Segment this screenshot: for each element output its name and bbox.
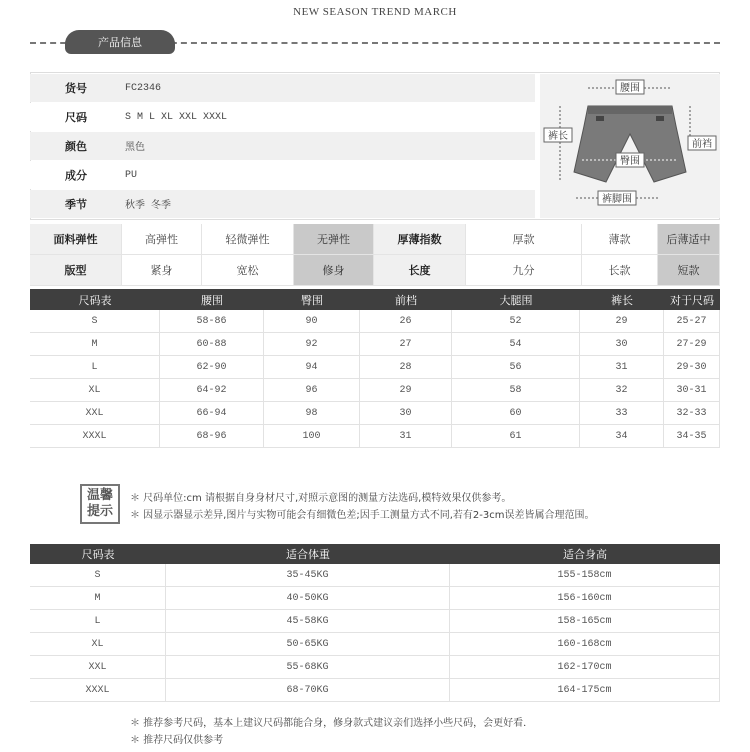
column-header: 臀围 [301, 293, 323, 307]
note-line-2: ＊ 推荐尺码仅供参考 [130, 735, 224, 746]
table-cell: 31 [360, 425, 452, 447]
attribute-label: 版型 [30, 255, 122, 286]
attribute-option: 宽松 [202, 255, 294, 286]
table-cell: M [30, 333, 160, 355]
info-row [30, 74, 535, 102]
table-cell: 32-33 [664, 402, 720, 424]
table-row [30, 425, 720, 448]
table-cell: XXXL [30, 425, 160, 447]
info-row [30, 190, 535, 218]
table-cell: 100 [264, 425, 360, 447]
table-cell: 68-70KG [166, 679, 450, 701]
table-row [30, 587, 720, 610]
table-cell: 92 [264, 333, 360, 355]
table-cell: S [30, 564, 166, 586]
attribute-label: 面料弹性 [30, 224, 122, 255]
table-cell: 50-65KG [166, 633, 450, 655]
table-row [30, 379, 720, 402]
table-cell: S [30, 310, 160, 332]
diagram-hip-label: 臀围 [620, 156, 640, 167]
table-cell: 155-158cm [450, 564, 720, 586]
table-cell: 56 [452, 356, 580, 378]
table-row [30, 564, 720, 587]
table-cell: 34 [580, 425, 664, 447]
table-cell: XXL [30, 656, 166, 678]
diagram-rise-label: 前裆 [692, 139, 712, 150]
table-cell: 98 [264, 402, 360, 424]
table-cell: 60-88 [160, 333, 264, 355]
attribute-option: 长款 [582, 255, 658, 286]
diagram-hem-label: 裤脚围 [602, 194, 632, 205]
column-header: 适合体重 [286, 548, 330, 561]
info-value: 黑色 [125, 143, 145, 154]
size-table [30, 289, 720, 449]
table-row [30, 656, 720, 679]
table-cell: 58-86 [160, 310, 264, 332]
info-row [30, 132, 535, 160]
table-cell: 66-94 [160, 402, 264, 424]
shorts-measurement-diagram [540, 74, 720, 218]
info-row [30, 103, 535, 131]
table-cell: 30 [580, 333, 664, 355]
table-cell: L [30, 610, 166, 632]
attribute-option: 修身 [294, 255, 374, 286]
info-label: 颜色 [65, 140, 87, 153]
info-label: 季节 [65, 198, 87, 211]
table-cell: 29 [360, 379, 452, 401]
table-cell: 29 [580, 310, 664, 332]
table-row [30, 310, 720, 333]
table-cell: 62-90 [160, 356, 264, 378]
attribute-option: 九分 [466, 255, 582, 286]
table-header [30, 289, 720, 310]
table-cell: 45-58KG [166, 610, 450, 632]
table-cell: 35-45KG [166, 564, 450, 586]
info-value: S M L XL XXL XXXL [125, 111, 228, 123]
table-cell: 160-168cm [450, 633, 720, 655]
column-header: 裤长 [611, 293, 633, 307]
table-row [30, 679, 720, 702]
table-cell: 54 [452, 333, 580, 355]
table-cell: 58 [452, 379, 580, 401]
tip-badge [80, 484, 120, 524]
table-cell: XL [30, 379, 160, 401]
table-cell: 96 [264, 379, 360, 401]
table-cell: 55-68KG [166, 656, 450, 678]
table-row [30, 610, 720, 633]
info-row [30, 161, 535, 189]
table-row [30, 633, 720, 656]
table-cell: 64-92 [160, 379, 264, 401]
table-cell: 94 [264, 356, 360, 378]
info-value: 秋季 冬季 [125, 201, 172, 212]
tip-line-2: ＊ 因显示器显示差异,图片与实物可能会有细微色差;因手工测量方式不同,若有2-3cm误差皆属合理范围。 [130, 510, 595, 521]
table-cell: 30 [360, 402, 452, 424]
table-cell: 26 [360, 310, 452, 332]
table-cell: XXXL [30, 679, 166, 701]
table-cell: XL [30, 633, 166, 655]
tip-badge-line1: 温馨 [86, 488, 113, 503]
diagram-waist-label: 腰围 [620, 83, 640, 94]
column-header: 前档 [395, 293, 417, 307]
tab-product-info[interactable]: 产品信息 [65, 30, 175, 54]
table-cell: 90 [264, 310, 360, 332]
table-header [30, 544, 720, 564]
table-row [30, 402, 720, 425]
column-header: 腰围 [201, 293, 223, 307]
attribute-label: 长度 [374, 255, 466, 286]
table-cell: 25-27 [664, 310, 720, 332]
column-header: 尺码表 [78, 293, 112, 307]
attribute-option: 紧身 [122, 255, 202, 286]
table-cell: 162-170cm [450, 656, 720, 678]
table-cell: 27 [360, 333, 452, 355]
fit-table [30, 544, 720, 704]
table-cell: 29-30 [664, 356, 720, 378]
column-header: 适合身高 [563, 548, 607, 561]
info-label: 尺码 [65, 111, 87, 124]
attribute-option: 短款 [658, 255, 720, 286]
info-label: 货号 [65, 82, 87, 95]
table-cell: 33 [580, 402, 664, 424]
tip-badge-line2: 提示 [86, 504, 113, 519]
table-cell: 30-31 [664, 379, 720, 401]
table-cell: 68-96 [160, 425, 264, 447]
tip-line-1: ＊ 尺码单位:cm 请根据自身身材尺寸,对照示意图的测量方法选码,模特效果仅供参考。 [130, 493, 512, 504]
table-row [30, 356, 720, 379]
column-header: 对于尺码 [670, 293, 714, 307]
table-cell: 60 [452, 402, 580, 424]
attribute-option: 厚款 [466, 224, 582, 255]
table-cell: 27-29 [664, 333, 720, 355]
column-header: 大腿围 [499, 293, 533, 307]
attribute-grid [30, 224, 720, 286]
table-cell: 40-50KG [166, 587, 450, 609]
page-title: NEW SEASON TREND MARCH [293, 6, 457, 18]
table-cell: 32 [580, 379, 664, 401]
table-cell: 158-165cm [450, 610, 720, 632]
attribute-option: 后薄适中 [658, 224, 720, 255]
attribute-label: 厚薄指数 [374, 224, 466, 255]
table-cell: 61 [452, 425, 580, 447]
attribute-option: 轻微弹性 [202, 224, 294, 255]
attribute-option: 无弹性 [294, 224, 374, 255]
column-header: 尺码表 [81, 548, 115, 561]
attribute-option: 薄款 [582, 224, 658, 255]
table-cell: 34-35 [664, 425, 720, 447]
info-value: PU [125, 169, 138, 181]
table-cell: 156-160cm [450, 587, 720, 609]
table-row [30, 333, 720, 356]
table-cell: 164-175cm [450, 679, 720, 701]
table-cell: 28 [360, 356, 452, 378]
table-cell: 31 [580, 356, 664, 378]
note-line-1: ＊ 推荐参考尺码，基本上建议尺码都能合身，修身款式建议亲们选择小些尺码，会更好看． [130, 718, 534, 729]
info-label: 成分 [65, 169, 87, 182]
table-cell: XXL [30, 402, 160, 424]
table-cell: L [30, 356, 160, 378]
attribute-option: 高弹性 [122, 224, 202, 255]
table-cell: M [30, 587, 166, 609]
diagram-length-label: 裤长 [548, 131, 568, 142]
table-cell: 52 [452, 310, 580, 332]
info-value: FC2346 [125, 82, 162, 94]
